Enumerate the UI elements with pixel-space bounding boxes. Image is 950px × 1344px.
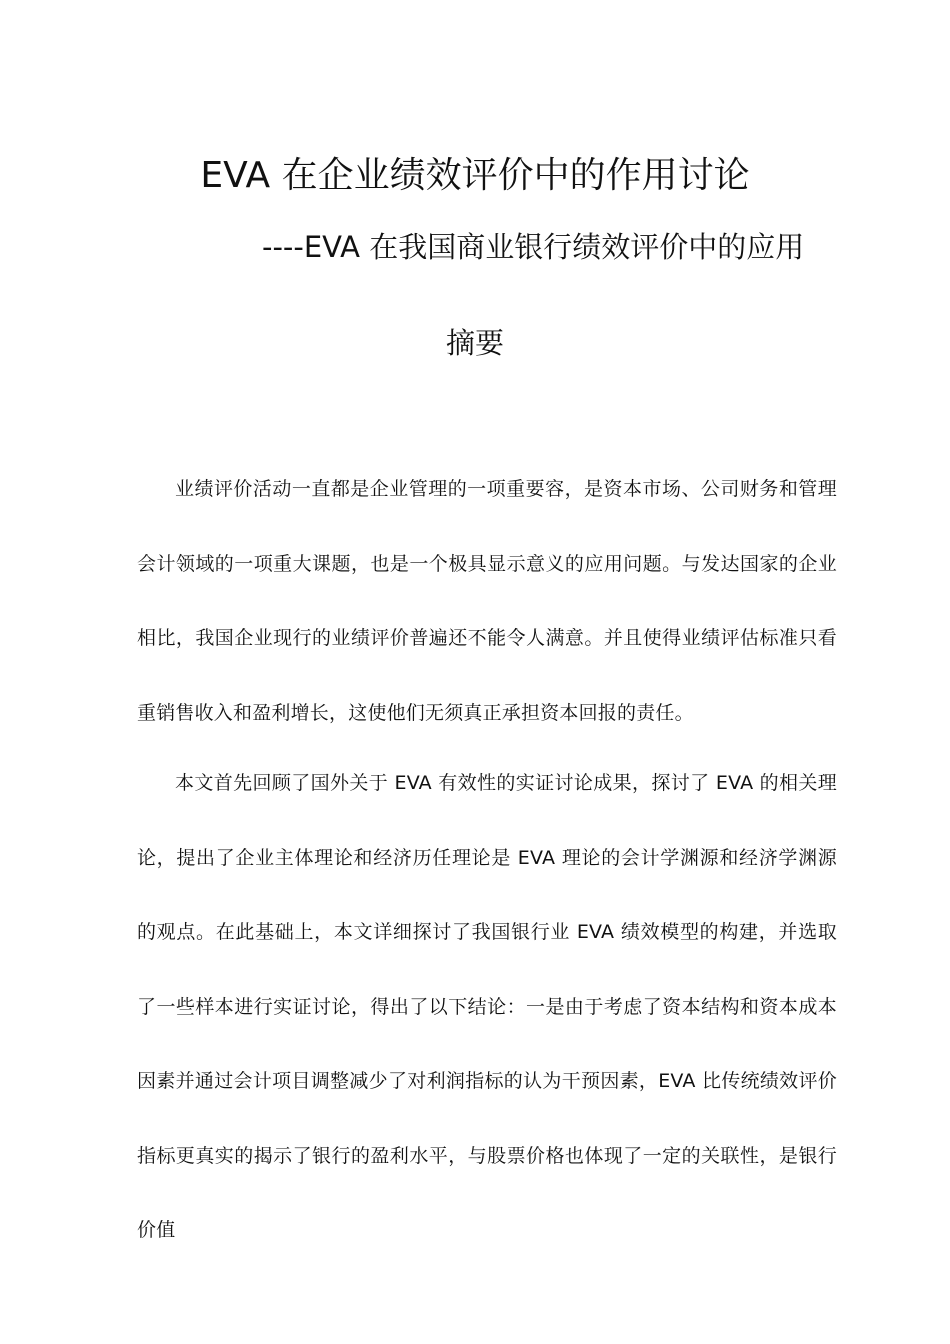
document-title: EVA 在企业绩效评价中的作用讨论 xyxy=(200,155,750,196)
abstract-heading: 摘要 xyxy=(445,326,504,360)
abstract-paragraph-2: 本文首先回顾了国外关于 EVA 有效性的实证讨论成果，探讨了 EVA 的相关理论，提出了企业主体理论和经济历任理论是 EVA 理论的会计学渊源和经济学渊源的观点。在此基础上，本文详细探讨了我国银行业 EVA 绩效模型的构建，并选取了一些样本进行实证讨论，得出了以下结论：一是由于考虑了资本结构和资本成本因素并通过会计项目调整减少了对利润指标的认为干预因素，EVA 比传统绩效评价指标更真实的揭示了银行的盈利水平，与股票价格也体现了一定的关联性，是银行价值 xyxy=(137,772,837,1241)
abstract-paragraph-1: 业绩评价活动一直都是企业管理的一项重要容，是资本市场、公司财务和管理会计领域的一项重大课题，也是一个极具显示意义的应用问题。与发达国家的企业相比，我国企业现行的业绩评价普遍还不能令人满意。并且使得业绩评估标准只看重销售收入和盈利增长，这使他们无须真正承担资本回报的责任。 xyxy=(137,478,837,724)
document-subtitle: ----EVA 在我国商业银行绩效评价中的应用 xyxy=(262,230,805,264)
abstract-body xyxy=(137,452,837,1268)
